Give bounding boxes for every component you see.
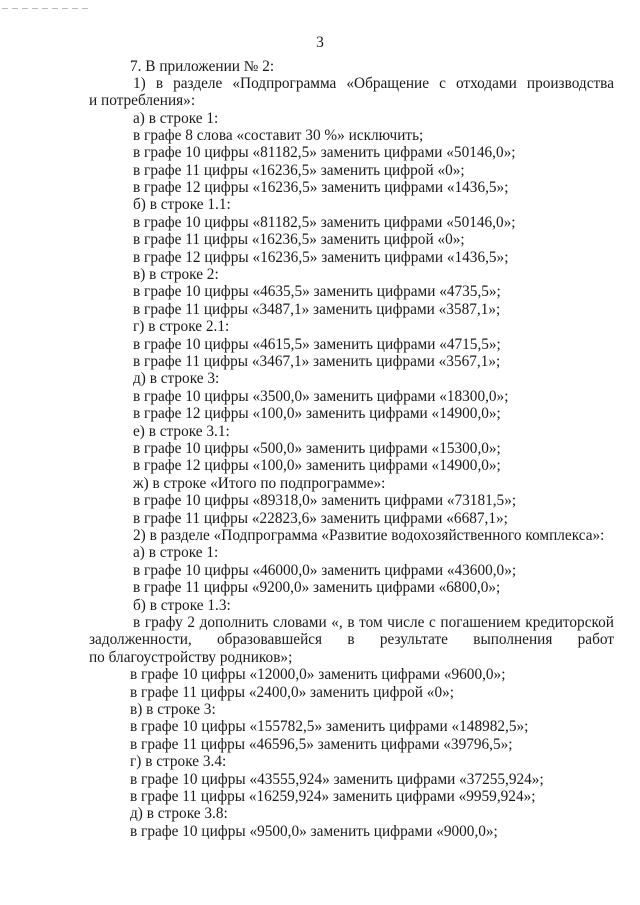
doc-line: в графе 11 цифры «16236,5» заменить цифрой «0»;	[133, 162, 465, 179]
doc-line: в графе 10 цифры «500,0» заменить цифрами «15300,0»;	[133, 440, 501, 457]
doc-line: задолженности, образовавшейся в результате выполнения работ	[89, 631, 614, 648]
doc-line: д) в строке 3:	[133, 370, 220, 387]
doc-line: в графе 8 слова «составит 30 %» исключить;	[133, 127, 424, 144]
doc-line: в графе 11 цифры «3467,1» заменить цифрами «3567,1»;	[133, 353, 501, 370]
doc-line: в графе 11 цифры «2400,0» заменить цифрой «0»;	[130, 684, 455, 701]
doc-line: 2) в разделе «Подпрограмма «Развитие водохозяйственного комплекса»:	[133, 527, 605, 544]
doc-line: в графе 11 цифры «16259,924» заменить цифрами «9959,924»;	[130, 788, 536, 805]
doc-line: д) в строке 3.8:	[130, 805, 228, 822]
doc-line: б) в строке 1.3:	[133, 597, 231, 614]
scan-edge-artifact	[2, 8, 92, 9]
doc-line: в графе 11 цифры «46596,5» заменить цифрами «39796,5»;	[130, 736, 513, 753]
doc-line: в графе 10 цифры «4635,5» заменить цифрами «4735,5»;	[133, 283, 501, 300]
doc-line: в графе 10 цифры «3500,0» заменить цифрами «18300,0»;	[133, 388, 509, 405]
doc-line: в графе 10 цифры «4615,5» заменить цифрами «4715,5»;	[133, 336, 501, 353]
doc-line: в графе 10 цифры «46000,0» заменить цифрами «43600,0»;	[133, 562, 517, 579]
doc-line: по благоустройству родников»;	[89, 649, 293, 666]
doc-line: в графе 12 цифры «16236,5» заменить цифрами «1436,5»;	[133, 179, 509, 196]
doc-line: в графе 11 цифры «16236,5» заменить цифрой «0»;	[133, 231, 465, 248]
doc-line: е) в строке 3.1:	[133, 423, 230, 440]
doc-line: в графе 12 цифры «16236,5» заменить цифрами «1436,5»;	[133, 249, 509, 266]
doc-line: в графе 10 цифры «81182,5» заменить цифрами «50146,0»;	[133, 214, 516, 231]
doc-line: а) в строке 1:	[133, 544, 219, 561]
doc-line: в) в строке 2:	[133, 266, 219, 283]
doc-line: в графе 12 цифры «100,0» заменить цифрами «14900,0»;	[133, 457, 501, 474]
doc-line: в графе 11 цифры «3487,1» заменить цифрами «3587,1»;	[133, 301, 501, 318]
doc-line: г) в строке 3.4:	[130, 753, 227, 770]
doc-line: в) в строке 3:	[130, 701, 216, 718]
doc-line: в графе 12 цифры «100,0» заменить цифрами «14900,0»;	[133, 405, 501, 422]
page-number: 3	[316, 34, 324, 51]
doc-line: в графу 2 дополнить словами «, в том числе с погашением кредиторской	[133, 614, 614, 631]
doc-line: б) в строке 1.1:	[133, 196, 231, 213]
doc-line: а) в строке 1:	[133, 110, 219, 127]
doc-line: в графе 10 цифры «155782,5» заменить цифрами «148982,5»;	[130, 718, 529, 735]
doc-line: ж) в строке «Итого по подпрограмме»:	[133, 475, 386, 492]
doc-line: 7. В приложении № 2:	[130, 58, 275, 75]
doc-line: в графе 10 цифры «89318,0» заменить цифрами «73181,5»;	[133, 492, 517, 509]
doc-line: и потребления»:	[89, 92, 196, 109]
doc-line: в графе 11 цифры «9200,0» заменить цифрами «6800,0»;	[133, 579, 501, 596]
doc-line: 1) в разделе «Подпрограмма «Обращение с отходами производства	[133, 75, 614, 92]
doc-line: в графе 10 цифры «81182,5» заменить цифрами «50146,0»;	[133, 144, 516, 161]
doc-line: в графе 10 цифры «9500,0» заменить цифрами «9000,0»;	[130, 823, 498, 840]
doc-line: в графе 10 цифры «43555,924» заменить цифрами «37255,924»;	[130, 771, 544, 788]
doc-line: в графе 10 цифры «12000,0» заменить цифрами «9600,0»;	[130, 666, 506, 683]
doc-line: в графе 11 цифры «22823,6» заменить цифрами «6687,1»;	[133, 510, 508, 527]
doc-line: г) в строке 2.1:	[133, 318, 230, 335]
